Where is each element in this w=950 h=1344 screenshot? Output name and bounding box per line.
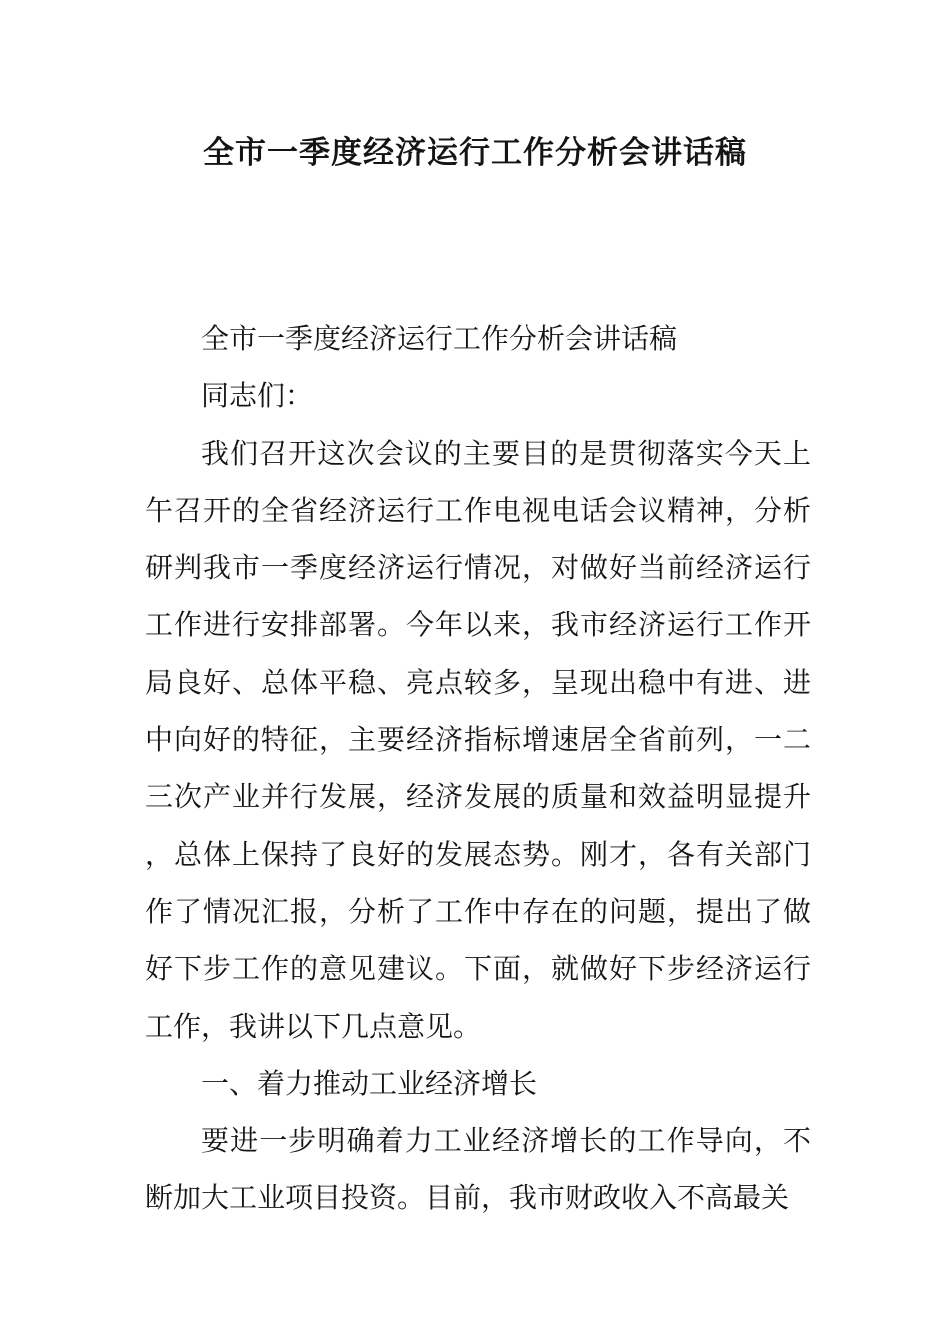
body-heading-line: 全市一季度经济运行工作分析会讲话稿 bbox=[201, 322, 678, 355]
document-body bbox=[145, 310, 811, 1227]
intro-paragraph: 我们召开这次会议的主要目的是贯彻落实今天上午召开的全省经济运行工作电视电话会议精神，分析研判我市一季度经济运行情况，对做好当前经济运行工作进行安排部署。今年以来，我市经济运行工作开局良好、总体平稳、亮点较多，呈现出稳中有进、进中向好的特征，主要经济指标增速居全省前列，一二三次产业并行发展，经济发展的质量和效益明显提升，总体上保持了良好的发展态势。刚才，各有关部门作了情况汇报，分析了工作中存在的问题，提出了做好下步工作的意见建议。下面，就做好下步经济运行工作，我讲以下几点意见。 bbox=[145, 436, 811, 1043]
document-title: 全市一季度经济运行工作分析会讲话稿 bbox=[203, 135, 747, 171]
section-heading-1: 一、着力推动工业经济增长 bbox=[201, 1066, 538, 1100]
section-1-paragraph: 要进一步明确着力工业经济增长的工作导向，不断加大工业项目投资。目前，我市财政收入不高最关 bbox=[145, 1124, 811, 1215]
salutation: 同志们： bbox=[201, 379, 314, 413]
